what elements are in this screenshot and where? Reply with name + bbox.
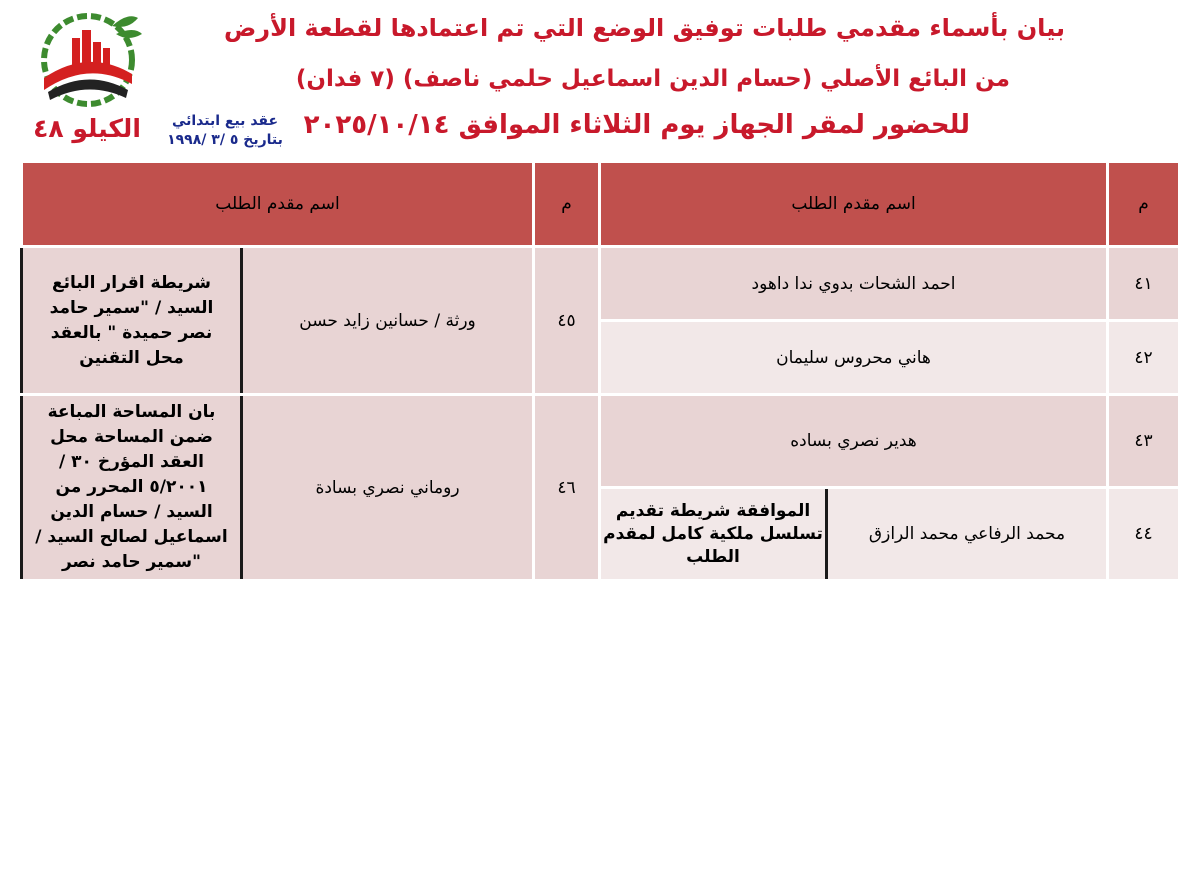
contract-info — [160, 112, 290, 150]
contract-date: بتاريخ ٥ /٣ /١٩٩٨ — [167, 132, 283, 148]
attendance-line: للحضور لمقر الجهاز يوم الثلاثاء الموافق ٢٠٢٥/١٠/١٤ — [303, 110, 970, 140]
applicant-name-45: ورثة / حسانين زايد حسن — [242, 247, 534, 395]
column-header-num-right: م — [1108, 162, 1180, 247]
contract-type: عقد بيع ابتدائي — [171, 113, 279, 129]
applicant-num-44: ٤٤ — [1108, 488, 1180, 581]
applicant-num-43: ٤٣ — [1108, 395, 1180, 488]
applicant-name-42: هاني محروس سليمان — [600, 321, 1108, 395]
applicant-name-41: احمد الشحات بدوي ندا داهود — [600, 247, 1108, 321]
applicant-num-46: ٤٦ — [534, 395, 600, 581]
column-header-num-left: م — [534, 162, 600, 247]
applicant-name-44: محمد الرفاعي محمد الرازق — [827, 488, 1108, 581]
page-title: بيان بأسماء مقدمي طلبات توفيق الوضع التي تم اعتمادها لقطعة الأرض — [224, 14, 1065, 42]
city-logo — [30, 8, 145, 113]
applicant-name-46: روماني نصري بسادة — [242, 395, 534, 581]
table-row — [22, 247, 1180, 321]
applicant-num-45: ٤٥ — [534, 247, 600, 395]
applicant-name-43: هدير نصري بساده — [600, 395, 1108, 488]
logo-emblem-icon — [30, 8, 145, 113]
logo-caption: الكيلو ٤٨ — [33, 114, 141, 143]
column-header-name-left: اسم مقدم الطلب — [22, 162, 534, 247]
left-note-1: شريطة اقرار البائع السيد / "سمير حامد نصر حميدة " بالعقد محل التقنين — [22, 247, 242, 395]
table-row — [22, 395, 1180, 488]
seller-line: من البائع الأصلي (حسام الدين اسماعيل حلمي ناصف) (٧ فدان) — [295, 66, 1010, 92]
column-header-name-right: اسم مقدم الطلب — [600, 162, 1108, 247]
applicant-num-42: ٤٢ — [1108, 321, 1180, 395]
table-header-row — [22, 162, 1180, 247]
applicant-note-44: الموافقة شريطة تقديم تسلسل ملكية كامل لمقدم الطلب — [600, 488, 827, 581]
applicants-table — [20, 160, 1181, 582]
left-note-2: بان المساحة المباعة ضمن المساحة محل العقد المؤرخ ٣٠ /٥/٢٠٠١ المحرر من السيد / حسام الدين اسماعيل لصالح السيد / "سمير حامد نصر — [22, 395, 242, 581]
applicant-num-41: ٤١ — [1108, 247, 1180, 321]
